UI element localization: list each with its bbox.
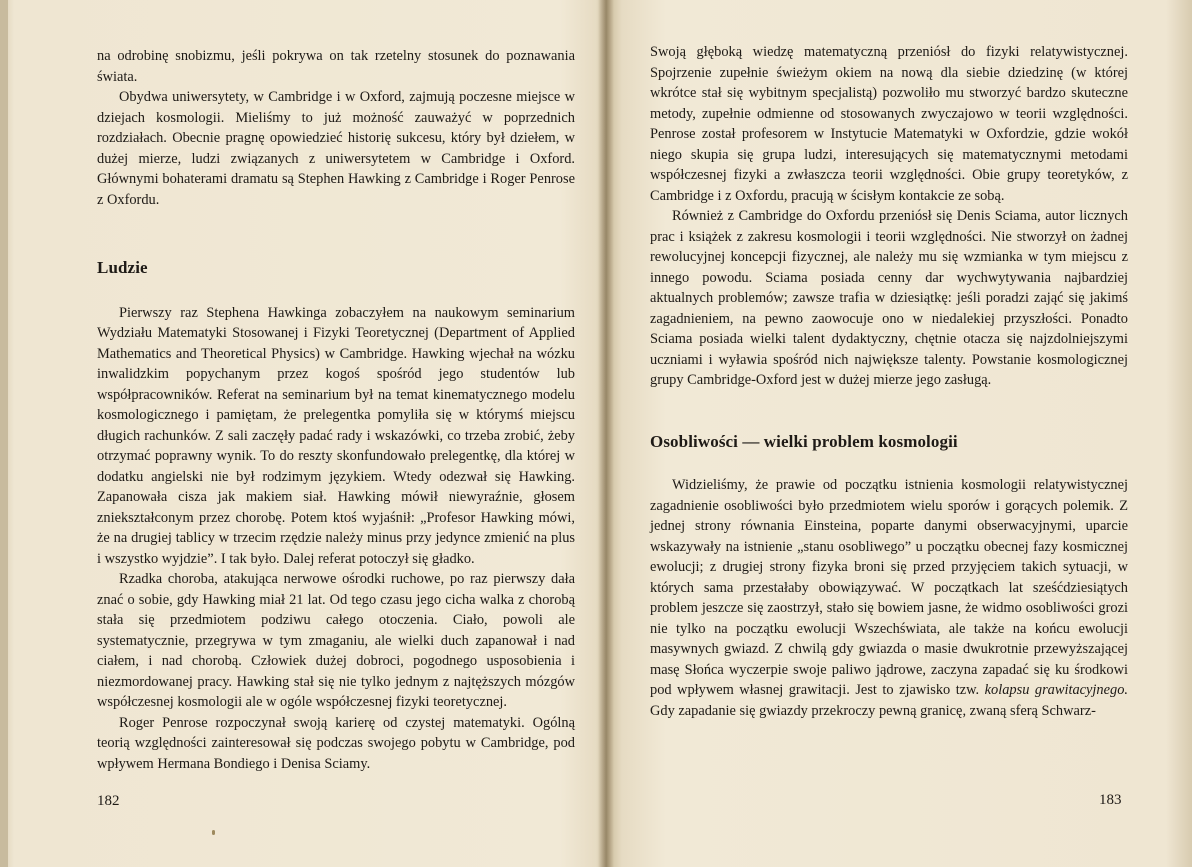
book-gutter bbox=[598, 0, 614, 867]
page-edges bbox=[0, 0, 8, 867]
page-number-left: 182 bbox=[97, 793, 120, 809]
section-heading-ludzie: Ludzie bbox=[97, 258, 148, 277]
left-text-column bbox=[97, 46, 575, 774]
left-paragraph-hawking-illness: Rzadka choroba, atakująca nerwowe ośrodki ruchowe, po raz pierwszy dała znać o sobie, gdy Hawking miał 21 lat. Od tego czasu jego cicha walka z chorobą stała się przedmiotem podziwu całego otoczenia. Ciało, powoli ale systematycznie, przegrywa w tym zmaganiu, ale wielki duch zapanował i nad ciałem, i nad chorobą. Człowiek dużej dobroci, pogodnego usposobienia i niezmordowanej pracy. Hawking stał się nie tylko jednym z najtęższych mózgów współczesnej kosmologii ale w ogóle współczesnej fizyki teoretycznej. bbox=[97, 571, 575, 710]
left-paragraph-hawking-seminar: Pierwszy raz Stephena Hawkinga zobaczyłem na naukowym seminarium Wydziału Matematyki Stosowanej i Fizyki Teoretycznej (Department of Applied Mathematics and Theoretical Physics) w Cambridge. Hawking wjechał na wózku inwalidzkim popychanym przez kogoś spośród jego studentów lub współpracowników. Referat na seminarium był na temat kinematycznego modelu kosmologicznego i pamiętam, że prelegentka pomyliła się w którymś miejscu długich rachunków. Z sali zaczęły padać rady i wskazówki, co trzeba zrobić, żeby otrzymać poprawny wynik. To do reszty skonfundowało prelegentkę, dla której w dodatku angielski nie był rodzimym językiem. Wtedy odezwał się Hawking. Zapanowała cisza jak makiem siał. Hawking mówił niewyraźnie, głosem zniekształconym przez chorobę. Potem ktoś wyjaśnił: „Profesor Hawking mówi, że na drugiej tablicy w trzecim rzędzie należy minus przy jedynce zmienić na plus i wszystko wyjdzie”. I tak było. Dalej referat potoczył się gładko. bbox=[97, 304, 575, 567]
left-paragraph-continuation: na odrobinę snobizmu, jeśli pokrywa on tak rzetelny stosunek do poznawania świata. bbox=[97, 48, 575, 85]
singularities-text-emphasis: kolapsu grawitacyjnego. bbox=[984, 682, 1128, 698]
singularities-text-start: Widzieliśmy, że prawie od początku istnienia kosmologii relatywistycznej zagadnienie osobliwości było przedmiotem wielu sporów i gorących polemik. Z jednej strony równania Einsteina, poparte danymi obserwacyjnymi, uparcie wskazywały na istnienie „stanu osobliwego” u początku obecnej fazy kosmicznej ewolucji; z drugiej strony fizyka broni się przed przyjęciem takich sytuacji, w których sama przestałaby obowiązywać. W początkach lat sześćdziesiątych problem jeszcze się zaostrzył, stało się bowiem jasne, że widmo osobliwości grozi nie tylko na początku ewolucji Wszechświata, ale także na końcu ewolucji masywnych gwiazd. Z chwilą gdy gwiazda o masie dwukrotnie przewyższającej masę Słońca wyczerpie swoje paliwo jądrowe, zaczyna zapadać się ku środkowi pod wpływem własnej grawitacji. Jest to zjawisko tzw. bbox=[650, 477, 1128, 698]
section-heading-osobliwosci: Osobliwości — wielki problem kosmologii bbox=[650, 431, 958, 451]
right-text-column bbox=[650, 42, 1128, 721]
paper-speck bbox=[212, 830, 215, 835]
page-number-right: 183 bbox=[1099, 792, 1122, 808]
singularities-text-end: Gdy zapadanie się gwiazdy przekroczy pewną granicę, zwaną sferą Schwarz- bbox=[650, 702, 1096, 719]
left-paragraph-universities: Obydwa uniwersytety, w Cambridge i w Oxford, zajmują poczesne miejsce w dziejach kosmologii. Mieliśmy to już możność zauważyć w poprzednich rozdziałach. Obecnie pragnę opowiedzieć historię sukcesu, który był dziełem, w dużej mierze, ludzi związanych z uniwersytetem w Cambridge i Oxford. Głównymi bohaterami dramatu są Stephen Hawking z Cambridge i Roger Penrose z Oxfordu. bbox=[97, 89, 575, 208]
right-paragraph-singularities bbox=[650, 475, 1128, 721]
right-paragraph-sciama: Również z Cambridge do Oxfordu przeniósł się Denis Sciama, autor licznych prac i książek z zakresu kosmologii i teorii względności. Nie stworzył on żadnej rewolucyjnej koncepcji fizycznej, ale należy mu się wzmianka w tym miejscu z innego powodu. Sciama posiada cenny dar wychwytywania najbardziej aktualnych problemów; zawsze trafia w dziesiątkę: jeśli poradzi zająć się jakimś zagadnieniem, na pewno zaowocuje ono w niedalekiej przyszłości. Ponadto Sciama posiada wielki talent dydaktyczny, chętnie otacza się najzdolniejszymi uczniami i wyławia spośród nich największe talenty. Powstanie kosmologicznej grupy Cambridge-Oxford jest w dużej mierze jego zasługą. bbox=[650, 208, 1128, 388]
left-paragraph-penrose: Roger Penrose rozpoczynał swoją karierę od czystej matematyki. Ogólną teorią względności zainteresował się podczas swojego pobytu w Cambridge, pod wpływem Hermana Bondiego i Denisa Sciamy. bbox=[97, 714, 575, 772]
right-paragraph-continuation: Swoją głęboką wiedzę matematyczną przeniósł do fizyki relatywistycznej. Spojrzenie zupełnie świeżym okiem na nową dla siebie dziedzinę (w której wkrótce stał się wybitnym specjalistą) pozwoliło mu stworzyć bardzo skuteczne metody, zupełnie odmienne od stosowanych zwyczajowo w teorii względności. Penrose został profesorem w Instytucie Matematyki w Oxfordzie, gdzie wokół niego skupia się grupa ludzi, interesujących się matematycznymi metodami współczesnej fizyki a zwłaszcza teorii względności. Obie grupy teoretyków, z Cambridge i z Oxfordu, pracują w ścisłym kontakcie ze sobą. bbox=[650, 44, 1128, 204]
